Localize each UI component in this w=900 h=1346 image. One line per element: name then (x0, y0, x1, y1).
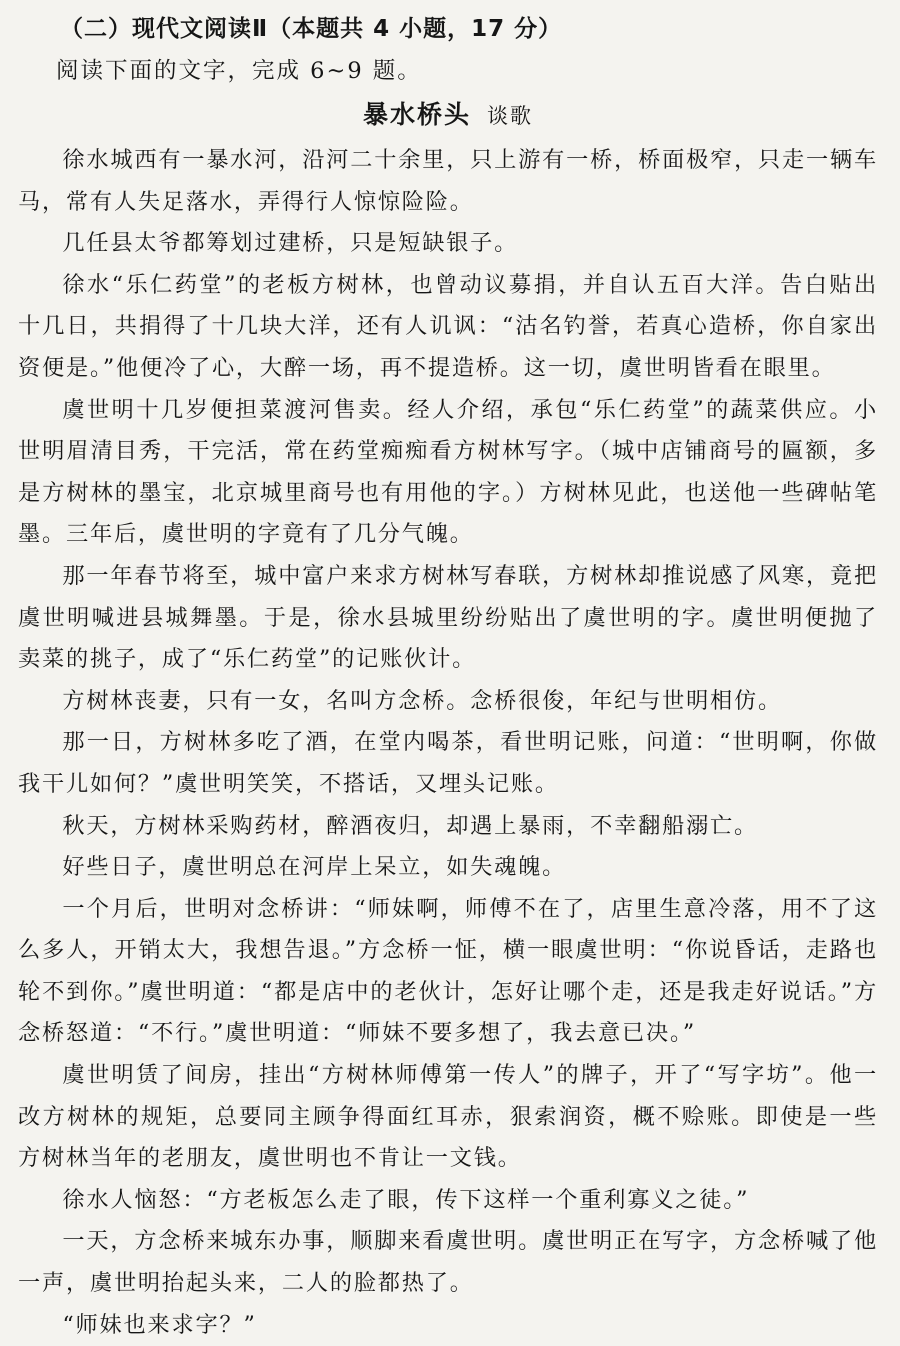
article-body (18, 140, 878, 1346)
paragraph: 虞世明十几岁便担菜渡河售卖。经人介绍，承包“乐仁药堂”的蔬菜供应。小世明眉清目秀，干完活，常在药堂痴痴看方树林写字。（城中店铺商号的匾额，多是方树林的墨宝，北京城里商号也有用他的字。）方树林见此，也送他一些碑帖笔墨。三年后，虞世明的字竟有了几分气魄。 (18, 396, 878, 548)
paragraph: 几任县太爷都筹划过建桥，只是短缺银子。 (62, 230, 519, 257)
section-heading: （二）现代文阅读Ⅱ（本题共 4 小题，17 分） (60, 16, 563, 42)
reading-instruction: 阅读下面的文字，完成 6~9 题。 (56, 58, 422, 84)
article-title: 暴水桥头 (362, 100, 471, 129)
article-title-row (18, 93, 878, 140)
paragraph: 方树林丧妻，只有一女，名叫方念桥。念桥很俊，年纪与世明相仿。 (62, 687, 783, 714)
paragraph: “师妹也来求字？” (62, 1311, 257, 1338)
paragraph: 那一年春节将至，城中富户来求方树林写春联，方树林却推说感了风寒，竟把虞世明喊进县城舞墨。于是，徐水县城里纷纷贴出了虞世明的字。虞世明便抛了卖菜的挑子，成了“乐仁药堂”的记账伙计。 (18, 562, 878, 673)
paragraph: 徐水人恼怒：“方老板怎么走了眼，传下这样一个重利寡义之徒。” (62, 1186, 750, 1213)
paragraph: 徐水“乐仁药堂”的老板方树林，也曾动议募捐，并自认五百大洋。告白贴出十几日，共捐得了十几块大洋，还有人讥讽：“沽名钓誉，若真心造桥，你自家出资便是。”他便冷了心，大醉一场，再不提造桥。这一切，虞世明皆看在眼里。 (18, 271, 878, 381)
paragraph: 一个月后，世明对念桥讲：“师妹啊，师傅不在了，店里生意冷落，用不了这么多人，开销太大，我想告退。”方念桥一怔，横一眼虞世明：“你说昏话，走路也轮不到你。”虞世明道：“都是店中的老伙计，怎好让哪个走，还是我走好说话。”方念桥怒道：“不行。”虞世明道：“师妹不要多想了，我去意已决。” (18, 895, 878, 1047)
paragraph: 秋天，方树林采购药材，醉酒夜归，却遇上暴雨，不幸翻船溺亡。 (62, 812, 759, 839)
paragraph: 一天，方念桥来城东办事，顺脚来看虞世明。虞世明正在写字，方念桥喊了他一声，虞世明抬起头来，二人的脸都热了。 (18, 1228, 878, 1297)
paragraph: 徐水城西有一暴水河，沿河二十余里，只上游有一桥，桥面极窄，只走一辆车马，常有人失足落水，弄得行人惊惊险险。 (18, 147, 878, 215)
article-author: 谈歌 (487, 104, 533, 128)
paragraph: 那一日，方树林多吃了酒，在堂内喝茶，看世明记账，问道：“世明啊，你做我干儿如何？”虞世明笑笑，不搭话，又埋头记账。 (18, 729, 878, 797)
paragraph: 好些日子，虞世明总在河岸上呆立，如失魂魄。 (62, 854, 567, 881)
paragraph: 虞世明赁了间房，挂出“方树林师傅第一传人”的牌子，开了“写字坊”。他一改方树林的规矩，总要同主顾争得面红耳赤，狠索润资，概不赊账。即使是一些方树林当年的老朋友，虞世明也不肯让一文钱。 (18, 1062, 878, 1172)
